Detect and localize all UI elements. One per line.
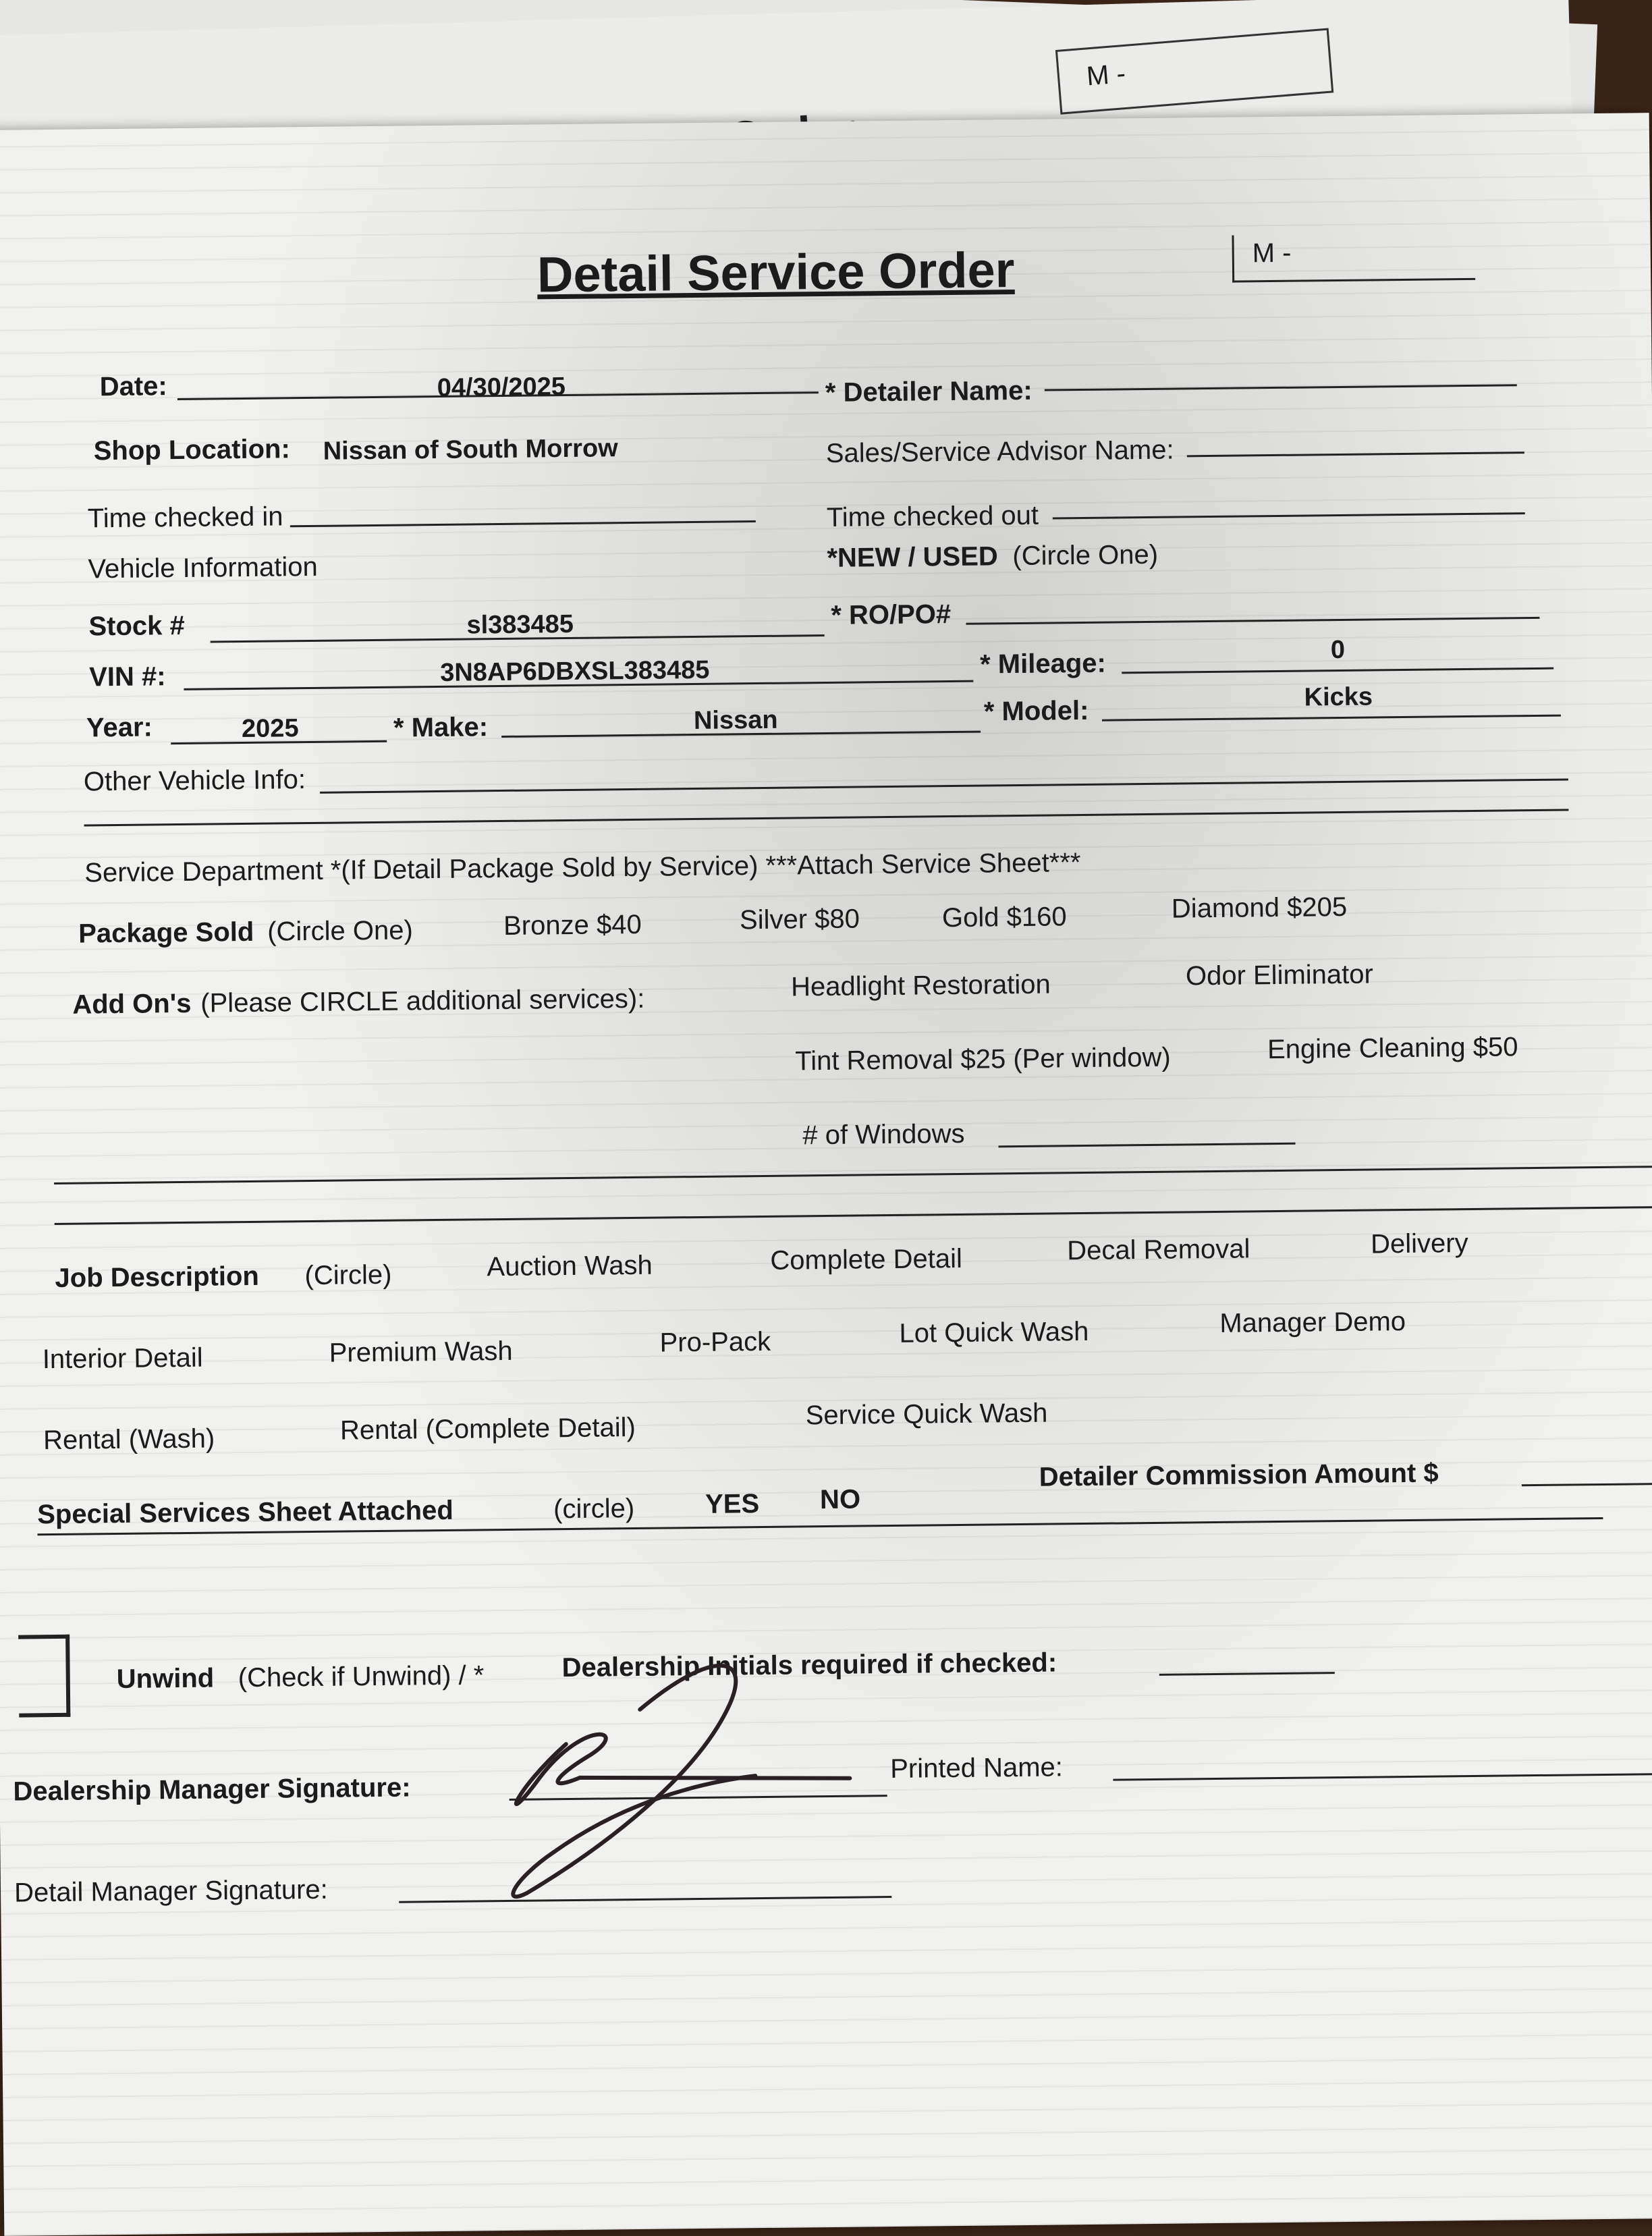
new-used-note: (Circle One): [1012, 539, 1159, 572]
year-label: Year:: [86, 712, 153, 743]
package-sold-note: (Circle One): [267, 915, 414, 947]
date-label: Date:: [99, 371, 167, 402]
detail-manager-signature-label: Detail Manager Signature:: [13, 1874, 329, 1908]
model-field[interactable]: Kicks: [1304, 682, 1373, 712]
back-m-label: M -: [1085, 58, 1127, 92]
job-description-label: Job Description: [55, 1261, 260, 1293]
other-vehicle-info-label: Other Vehicle Info:: [83, 765, 306, 797]
unwind-note: (Check if Unwind) / *: [238, 1660, 485, 1693]
package-bronze[interactable]: Bronze $40: [503, 909, 642, 941]
model-line: [1102, 715, 1561, 721]
job-description-note: (Circle): [304, 1259, 392, 1291]
model-label: * Model:: [983, 695, 1089, 727]
stock-field[interactable]: sl383485: [466, 609, 574, 640]
special-no-option[interactable]: NO: [819, 1484, 861, 1515]
m-box-label: M -: [1252, 238, 1292, 269]
job-service-quick-wash[interactable]: Service Quick Wash: [805, 1398, 1048, 1431]
special-yes-option[interactable]: YES: [705, 1489, 760, 1519]
ro-po-field[interactable]: [966, 617, 1539, 625]
job-premium-wash[interactable]: Premium Wash: [329, 1336, 513, 1368]
addon-engine-cleaning[interactable]: Engine Cleaning $50: [1267, 1032, 1518, 1065]
initials-field[interactable]: [1159, 1672, 1335, 1676]
divider-1: [54, 1166, 1652, 1184]
special-services-note: (circle): [553, 1494, 635, 1525]
time-checked-out-field[interactable]: [1053, 512, 1525, 519]
commission-label: Detailer Commission Amount $: [1039, 1458, 1439, 1492]
job-decal-removal[interactable]: Decal Removal: [1066, 1234, 1250, 1266]
dealership-signature-label: Dealership Manager Signature:: [13, 1772, 411, 1807]
commission-field[interactable]: [1522, 1483, 1652, 1486]
service-department-label: Service Department *(If Detail Package Sold by Service) ***Attach Service Sheet***: [84, 848, 1081, 888]
special-services-label: Special Services Sheet Attached: [36, 1495, 454, 1530]
package-gold[interactable]: Gold $160: [941, 902, 1067, 933]
job-rental-complete-detail[interactable]: Rental (Complete Detail): [339, 1412, 636, 1446]
shop-location-field[interactable]: Nissan of South Morrow: [323, 434, 618, 466]
make-label: * Make:: [393, 712, 489, 743]
advisor-name-label: Sales/Service Advisor Name:: [825, 435, 1174, 468]
year-field[interactable]: 2025: [241, 714, 299, 744]
time-checked-in-field[interactable]: [290, 520, 756, 527]
unwind-label: Unwind: [116, 1663, 215, 1695]
back-sheet-m-box: [1055, 28, 1333, 115]
divider-2: [55, 1206, 1652, 1225]
job-auction-wash[interactable]: Auction Wash: [487, 1250, 653, 1282]
job-rental-wash[interactable]: Rental (Wash): [43, 1423, 215, 1456]
job-delivery[interactable]: Delivery: [1370, 1228, 1468, 1259]
package-silver[interactable]: Silver $80: [739, 904, 860, 935]
job-complete-detail[interactable]: Complete Detail: [770, 1243, 963, 1276]
other-vehicle-info-line-2: [84, 809, 1569, 826]
addon-headlight-restoration[interactable]: Headlight Restoration: [790, 969, 1051, 1002]
advisor-name-field[interactable]: [1187, 452, 1524, 457]
detailer-name-label: * Detailer Name:: [825, 375, 1032, 408]
ro-po-label: * RO/PO#: [831, 599, 952, 630]
addon-tint-removal[interactable]: Tint Removal $25 (Per window): [795, 1042, 1171, 1076]
printed-name-field[interactable]: [1113, 1773, 1652, 1780]
vin-field[interactable]: 3N8AP6DBXSL383485: [439, 655, 710, 687]
other-vehicle-info-field[interactable]: [320, 778, 1568, 793]
initials-label: Dealership Initials required if checked:: [561, 1647, 1057, 1683]
job-lot-quick-wash[interactable]: Lot Quick Wash: [899, 1316, 1089, 1348]
make-field[interactable]: Nissan: [693, 705, 778, 736]
service-order-sheet: [0, 113, 1652, 2236]
stock-label: Stock #: [88, 610, 185, 642]
vin-label: VIN #:: [88, 661, 166, 692]
mileage-label: * Mileage:: [979, 648, 1107, 680]
m-box-border: [1232, 236, 1234, 283]
m-box-underline: [1232, 278, 1475, 283]
detailer-name-field[interactable]: [1045, 384, 1517, 391]
time-checked-out-label: Time checked out: [826, 500, 1039, 533]
new-used-label[interactable]: *NEW / USED: [827, 541, 999, 573]
windows-field[interactable]: [999, 1143, 1296, 1148]
addon-odor-eliminator[interactable]: Odor Eliminator: [1185, 959, 1374, 991]
unwind-checkbox[interactable]: [18, 1635, 70, 1718]
shop-location-label: Shop Location:: [93, 434, 291, 466]
add-ons-label: Add On's: [72, 988, 192, 1020]
job-manager-demo[interactable]: Manager Demo: [1219, 1307, 1406, 1338]
mileage-line: [1122, 667, 1553, 674]
date-field[interactable]: 04/30/2025: [437, 372, 566, 402]
handwritten-signature: [470, 1626, 905, 1921]
mileage-field[interactable]: 0: [1330, 635, 1346, 665]
vehicle-info-label: Vehicle Information: [88, 551, 318, 584]
printed-name-label: Printed Name:: [890, 1752, 1064, 1784]
time-checked-in-label: Time checked in: [87, 501, 283, 534]
windows-label: # of Windows: [802, 1118, 965, 1151]
job-interior-detail[interactable]: Interior Detail: [42, 1342, 203, 1375]
package-sold-label: Package Sold: [78, 917, 254, 949]
package-diamond[interactable]: Diamond $205: [1171, 892, 1348, 924]
form-title: Detail Service Order: [536, 242, 1015, 303]
job-pro-pack[interactable]: Pro-Pack: [659, 1326, 771, 1358]
add-ons-note: (Please CIRCLE additional services):: [200, 983, 645, 1018]
